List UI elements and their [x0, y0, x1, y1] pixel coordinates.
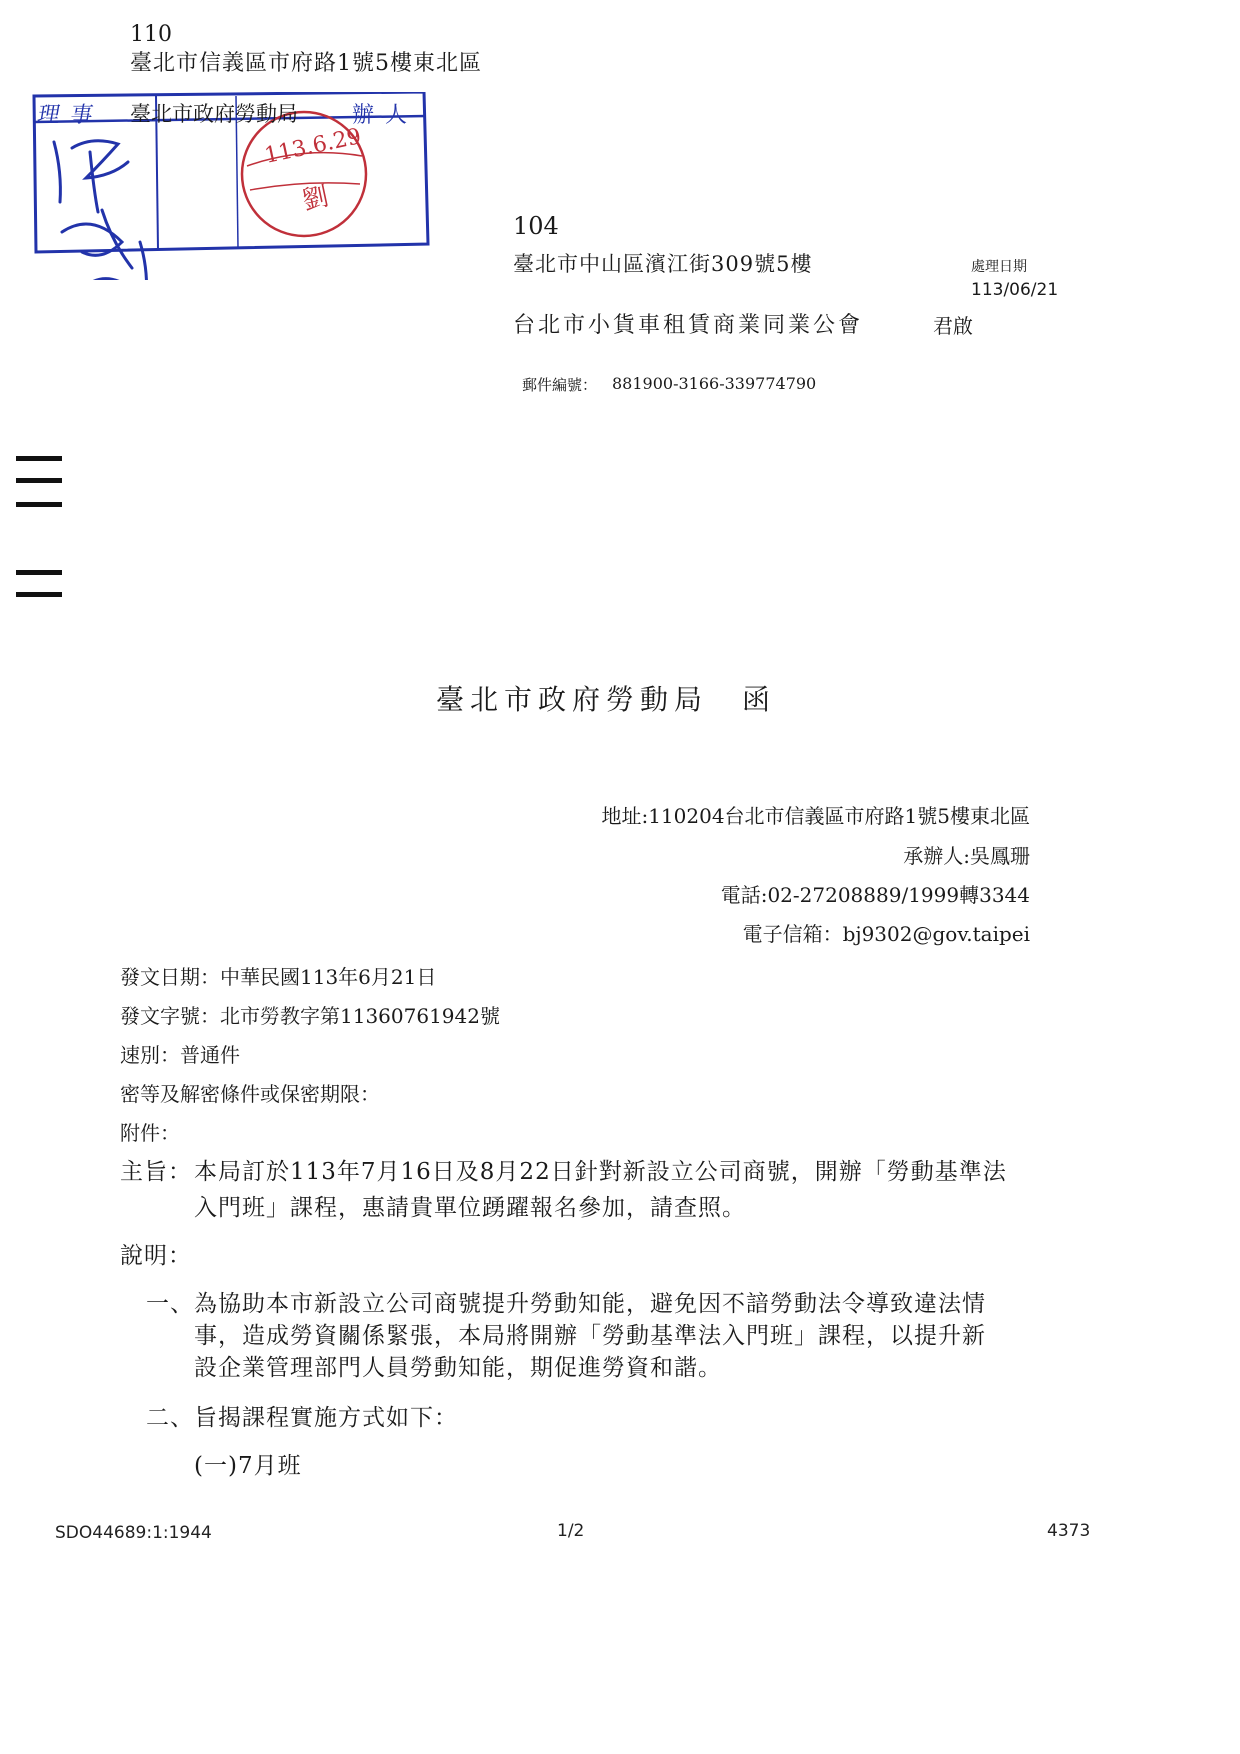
fold-mark [16, 592, 62, 597]
fold-mark [16, 478, 62, 483]
explanation-label: 說明： [120, 1243, 192, 1269]
sender-postal-code: 110 [130, 22, 172, 47]
attachment: 附件： [120, 1121, 180, 1145]
stamp-header-right: 辦 人 [352, 103, 409, 128]
document-title: 臺北市政府勞動局 函 [436, 683, 777, 716]
item-1-line-3: 設企業管理部門人員勞動知能，期促進勞資和諧。 [194, 1355, 722, 1381]
processing-date: 113/06/21 [971, 280, 1059, 300]
approval-stamp-box [32, 92, 442, 280]
recipient-salutation: 君啟 [933, 314, 973, 338]
item-2-text: 旨揭課程實施方式如下： [194, 1405, 458, 1431]
seal-name: 劉 [299, 181, 332, 217]
fold-mark [16, 456, 62, 461]
sub-item-1: (一)7月班 [194, 1453, 302, 1479]
subject-label: 主旨： [120, 1159, 192, 1185]
document-phone: 電話:02-27208889/1999轉3344 [720, 883, 1030, 907]
item-1-label: 一、 [146, 1291, 194, 1317]
fold-mark [16, 570, 62, 575]
document-address: 地址:110204台北市信義區市府路1號5樓東北區 [601, 804, 1030, 828]
issue-date: 發文日期：中華民國113年6月21日 [120, 965, 437, 989]
stamp-header-org: 臺北市政府勞動局 [130, 102, 298, 126]
document-email: 電子信箱：bj9302@gov.taipei [742, 922, 1030, 946]
footer-doc-id: SDO44689:1:1944 [55, 1523, 212, 1543]
subject-line-1: 本局訂於113年7月16日及8月22日針對新設立公司商號，開辦「勞動基準法 [194, 1159, 1007, 1185]
item-1-line-2: 事，造成勞資關係緊張，本局將開辦「勞動基準法入門班」課程，以提升新 [194, 1323, 986, 1349]
fold-mark [16, 502, 62, 507]
secrecy-level: 密等及解密條件或保密期限： [120, 1082, 380, 1106]
sender-address: 臺北市信義區市府路1號5樓東北區 [130, 51, 482, 76]
recipient-name: 台北市小貨車租賃商業同業公會 [513, 313, 864, 338]
item-1-line-1: 為協助本市新設立公司商號提升勞動知能，避免因不諳勞動法令導致違法情 [194, 1291, 986, 1317]
recipient-postal-code: 104 [513, 212, 559, 240]
item-2-label: 二、 [146, 1405, 194, 1431]
processing-date-label: 處理日期 [971, 259, 1027, 275]
recipient-address: 臺北市中山區濱江街309號5樓 [513, 252, 813, 276]
footer-number: 4373 [1047, 1521, 1091, 1541]
date-seal-text: 113.6.29 [262, 124, 364, 169]
subject-line-2: 入門班」課程，惠請貴單位踴躍報名參加，請查照。 [194, 1195, 746, 1221]
mail-number-label: 郵件編號： [522, 376, 598, 394]
document-number: 發文字號：北市勞教字第11360761942號 [120, 1004, 500, 1028]
mail-number: 881900-3166-339774790 [612, 374, 817, 393]
document-handler: 承辦人:吳鳳珊 [903, 844, 1030, 868]
stamp-header-left: 理 事 [35, 103, 97, 128]
speed-class: 速別：普通件 [120, 1043, 240, 1067]
footer-page-number: 1/2 [557, 1521, 585, 1541]
